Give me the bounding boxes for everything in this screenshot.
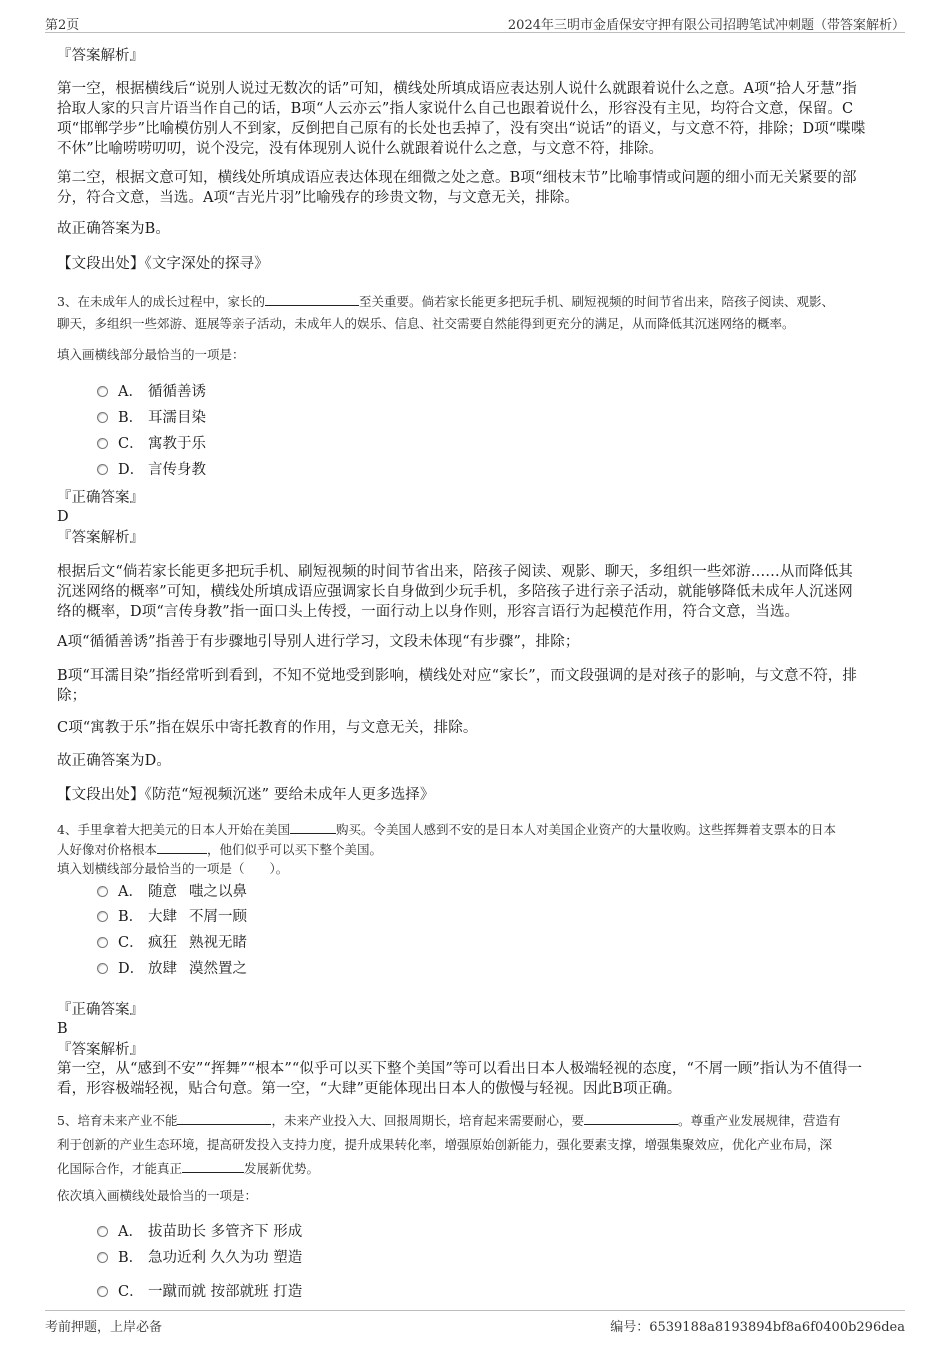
q3-analysis-paragraph-1: 根据后文“倘若家长能更多把玩手机、刷短视频的时间节省出来，陪孩子阅读、观影、聊天，多组织一些郊游……从而降低其 沉迷网络的概率”可知，横线处所填成语应强调家长自身做到少玩手机，多陪孩子进行亲子活动，就能够降低未成年人沉迷网 络的概率，D项“言传身教”指一面口头上传授，一面行动上以身作则，形容言语行为起模范作用，符合文意，当选。 — [57, 564, 853, 620]
q2-analysis-paragraph-2: 第二空，根据文意可知，横线处所填成语应表达体现在细微之处之意。B项“细枝末节”比喻事情或问题的细小而无关紧要的部 分，符合文意，当选。A项“吉光片羽”比喻残存的珍贵文物，与文意无关，排除。 — [57, 170, 857, 206]
radio-icon[interactable] — [97, 963, 108, 974]
q2-analysis-paragraph-1: 第一空，根据横线后“说别人说过无数次的话”可知，横线处所填成语应表达别人说什么就跟着说什么之意。A项“拾人牙慧”指 拾取人家的只言片语当作自己的话，B项“人云亦云”指人家说什么自己也跟着说什么，形容没有主见，均符合文意，保留。C 项“邯郸学步”比喻模仿别人不到家，反倒把自己原有的长处也丢掉了，没有突出“说话”的语义，与文意不符，排除；D项“喋喋 不休”比喻唠唠叨叨，说个没完，没有体现别人说什么就跟着说什么之意，与文意不符，排除。 — [57, 81, 866, 157]
blank — [290, 821, 336, 834]
q4-correct-answer: B — [57, 1021, 68, 1037]
footer-slogan: 考前押题，上岸必备 — [45, 1320, 163, 1335]
q3-option-a[interactable]: A． 循循善诱 — [97, 382, 206, 402]
q2-source-title: 《文字深处的探寻》 — [144, 256, 269, 272]
q4-option-d[interactable]: D． 放肆 漠然置之 — [97, 959, 247, 979]
blank — [182, 1160, 244, 1173]
document-title: 2024年三明市金盾保安守押有限公司招聘笔试冲刺题（带答案解析） — [507, 18, 905, 33]
blank — [584, 1112, 678, 1125]
page-number: 第2页 — [45, 18, 80, 33]
q3-stem: 3、在未成年人的成长过程中，家长的 至关重要。倘若家长能更多把玩手机、刷短视频的时间节省出来，陪孩子阅读、观影、 聊天，多组织一些郊游、逛展等亲子活动，未成年人的娱乐、信息、社交需要自然能得到更充分的满足，从而降低其沉迷网络的概率。 — [57, 294, 834, 331]
q5-stem: 5、培育未来产业不能 ，未来产业投入大、回报周期长，培育起来需要耐心，要 。尊重产业发展规律，营造有 利于创新的产业生态环境，提高研发投入支持力度，提升成果转化率，增强原始创新能力，强化要素支撑，增强集聚效应，优化产业布局，深 化国际合作，才能真正 发展新优势。 — [57, 1113, 841, 1176]
blank — [157, 841, 207, 854]
blank — [177, 1112, 271, 1125]
radio-icon[interactable] — [97, 1286, 108, 1297]
q4-option-b[interactable]: B． 大肆 不屑一顾 — [97, 907, 247, 927]
correct-answer-label: 『正确答案』 — [57, 490, 144, 506]
document-id: 编号：6539188a8193894bf8a6f0400b296dea — [610, 1320, 905, 1335]
page-footer — [45, 1310, 905, 1333]
correct-answer-label: 『正确答案』 — [57, 1002, 144, 1018]
q3-conclusion: 故正确答案为D。 — [57, 753, 171, 769]
q3-source: 【文段出处】《防范“短视频沉迷” 要给未成年人更多选择》 — [57, 787, 435, 803]
answer-analysis-label: 『答案解析』 — [57, 1042, 144, 1058]
q2-source: 【文段出处】《文字深处的探寻》 — [57, 256, 269, 272]
answer-analysis-label: 『答案解析』 — [57, 530, 144, 546]
radio-icon[interactable] — [97, 937, 108, 948]
radio-icon[interactable] — [97, 1252, 108, 1263]
q3-option-c[interactable]: C． 寓教于乐 — [97, 434, 206, 454]
q3-source-title: 《防范“短视频沉迷” 要给未成年人更多选择》 — [144, 787, 435, 803]
q3-prompt: 填入画横线部分最恰当的一项是： — [57, 347, 245, 362]
radio-icon[interactable] — [97, 911, 108, 922]
radio-icon[interactable] — [97, 464, 108, 475]
q4-stem: 4、手里拿着大把美元的日本人开始在美国 购买。令美国人感到不安的是日本人对美国企业资产的大量收购。这些挥舞着支票本的日本 人好像对价格根本 ，他们似乎可以买下整个美国。 — [57, 822, 836, 857]
blank — [265, 293, 359, 306]
q5-option-b[interactable]: B． 急功近利 久久为功 塑造 — [97, 1248, 302, 1268]
radio-icon[interactable] — [97, 886, 108, 897]
q2-conclusion: 故正确答案为B。 — [57, 221, 170, 237]
q4-option-a[interactable]: A． 随意 嗤之以鼻 — [97, 882, 247, 902]
radio-icon[interactable] — [97, 1226, 108, 1237]
radio-icon[interactable] — [97, 386, 108, 397]
q4-option-c[interactable]: C． 疯狂 熟视无睹 — [97, 933, 247, 953]
page-header — [45, 12, 905, 33]
q5-prompt: 依次填入画横线处最恰当的一项是： — [57, 1188, 258, 1203]
q3-analysis-option-a: A项“循循善诱”指善于有步骤地引导别人进行学习，文段未体现“有步骤”，排除； — [57, 634, 580, 650]
q3-option-b[interactable]: B． 耳濡目染 — [97, 408, 206, 428]
q5-option-a[interactable]: A． 拔苗助长 多管齐下 形成 — [97, 1222, 302, 1242]
q3-analysis-option-b: B项“耳濡目染”指经常听到看到，不知不觉地受到影响，横线处对应“家长”，而文段强调的是对孩子的影响，与文意不符，排 除； — [57, 668, 858, 704]
q3-option-d[interactable]: D． 言传身教 — [97, 460, 206, 480]
q3-correct-answer: D — [57, 509, 69, 525]
q3-analysis-option-c: C项“寓教于乐”指在娱乐中寄托教育的作用，与文意无关，排除。 — [57, 720, 478, 736]
q4-analysis-paragraph: 第一空，从“感到不安”“挥舞”“根本”“似乎可以买下整个美国”等可以看出日本人极端轻视的态度，“不屑一顾”指认为不值得一 看，形容极端轻视，贴合句意。第一空，“大肆”更能体现出日本人的傲慢与轻视。因此B项正确。 — [57, 1061, 863, 1097]
radio-icon[interactable] — [97, 412, 108, 423]
q5-option-c[interactable]: C． 一蹴而就 按部就班 打造 — [97, 1282, 302, 1302]
q4-prompt: 填入划横线部分最恰当的一项是（ ）。 — [57, 861, 289, 876]
answer-analysis-label: 『答案解析』 — [57, 48, 144, 64]
radio-icon[interactable] — [97, 438, 108, 449]
